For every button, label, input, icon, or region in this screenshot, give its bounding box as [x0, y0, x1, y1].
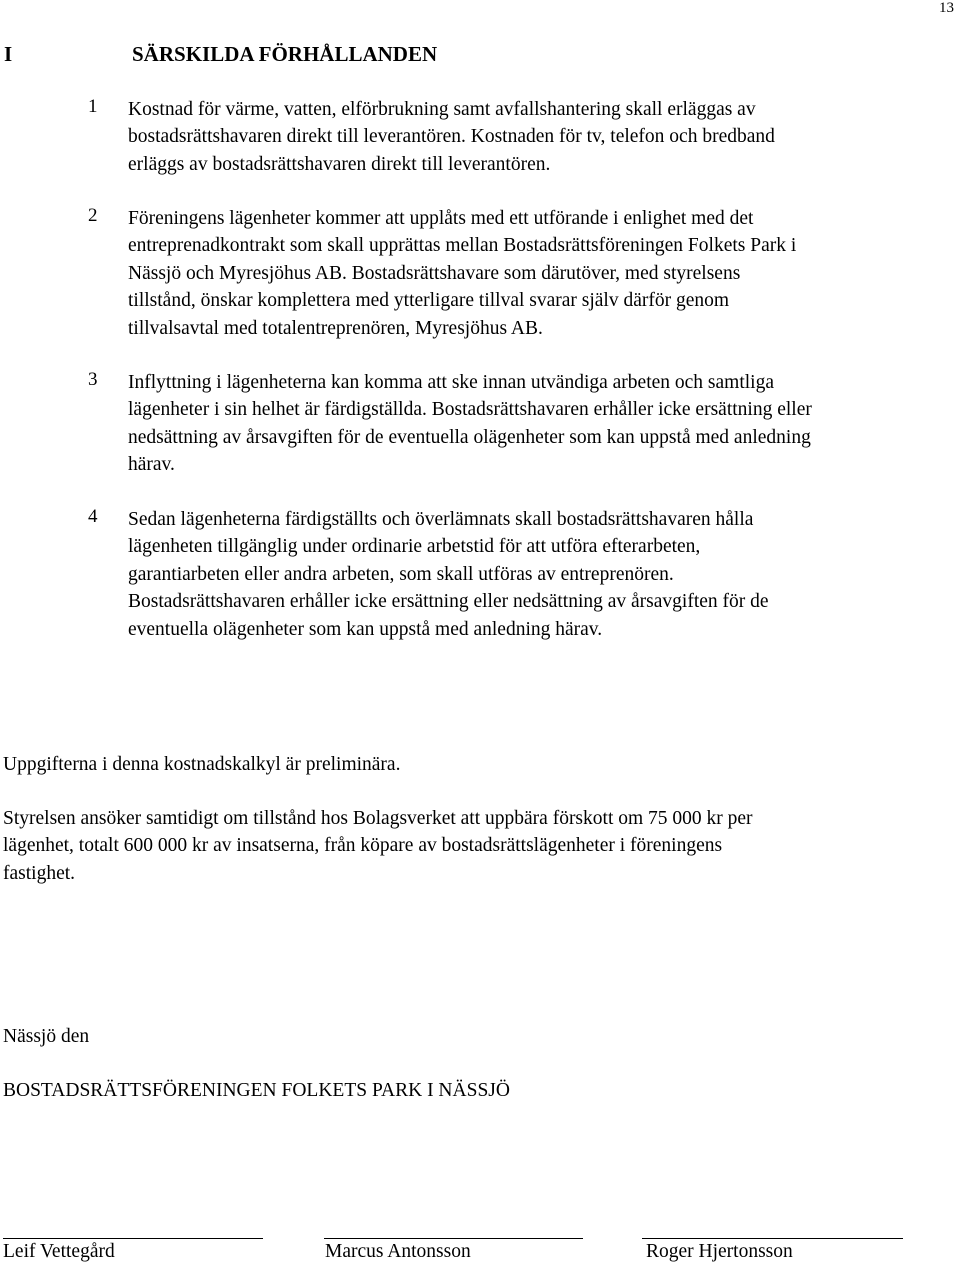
item-2-line: Nässjö och Myresjöhus AB. Bostadsrättshavare som därutöver, med styrelsens [128, 262, 741, 284]
item-3-line: nedsättning av årsavgiften för de eventuella olägenheter som kan uppstå med anledning [128, 426, 811, 448]
signatory-name: Roger Hjertonsson [646, 1241, 793, 1262]
item-2-line: entreprenadkontrakt som skall upprättas mellan Bostadsrättsföreningen Folkets Park i [128, 235, 797, 257]
advance-payment-note [3, 805, 960, 887]
item-4-line: garantiarbeten eller andra arbeten, som skall utföras av entreprenören. [128, 563, 674, 585]
item-2-text [128, 205, 960, 342]
item-4-line: eventuella olägenheter som kan uppstå med anledning härav. [128, 618, 603, 640]
item-3-text [128, 369, 960, 479]
advance-note-line: lägenhet, totalt 600 000 kr av insatserna, från köpare av bostadsrättslägenheter i föreningens [3, 835, 723, 857]
section-title: SÄRSKILDA FÖRHÅLLANDEN [132, 42, 438, 66]
item-4-line: lägenheten tillgänglig under ordinarie arbetstid för att utföra efterarbeten, [128, 536, 701, 558]
association-name: BOSTADSRÄTTSFÖRENINGEN FOLKETS PARK I NÄSSJÖ [3, 1080, 510, 1101]
signature-line [324, 1238, 583, 1239]
preliminary-note: Uppgifterna i denna kostnadskalkyl är preliminära. [3, 754, 401, 775]
signatory-name: Marcus Antonsson [325, 1241, 471, 1262]
signature-line [3, 1238, 263, 1239]
item-1-line: bostadsrättshavaren direkt till leverantören. Kostnaden för tv, telefon och bredband [128, 126, 775, 148]
item-1-text [128, 96, 960, 178]
item-4-line: Bostadsrättshavaren erhåller icke ersättning eller nedsättning av årsavgiften för de [128, 591, 769, 613]
item-3-line: lägenheter i sin helhet är färdigställda. Bostadsrättshavaren erhåller icke ersättning eller [128, 399, 812, 421]
item-2-number: 2 [88, 205, 98, 226]
advance-note-line: Styrelsen ansöker samtidigt om tillstånd hos Bolagsverket att uppbära förskott om 75 000 kr per [3, 808, 753, 829]
page-number: 13 [939, 0, 954, 16]
item-4-number: 4 [88, 506, 98, 527]
item-4-line: Sedan lägenheterna färdigställts och överlämnats skall bostadsrättshavaren hålla [128, 509, 754, 530]
section-number: I [4, 42, 13, 66]
item-2-line: Föreningens lägenheter kommer att upplåts med ett utförande i enlighet med det [128, 208, 754, 229]
signature-line [642, 1238, 903, 1239]
signatory-name: Leif Vettegård [3, 1241, 115, 1262]
item-2-line: tillvalsavtal med totalentreprenören, Myresjöhus AB. [128, 317, 543, 339]
item-3-number: 3 [88, 369, 98, 390]
item-4-text [128, 506, 960, 643]
item-1-line: Kostnad för värme, vatten, elförbrukning samt avfallshantering skall erläggas av [128, 99, 756, 120]
item-3-line: härav. [128, 454, 175, 476]
item-1-line: erläggs av bostadsrättshavaren direkt till leverantören. [128, 153, 551, 175]
place-date: Nässjö den [3, 1026, 90, 1047]
item-3-line: Inflyttning i lägenheterna kan komma att ske innan utvändiga arbeten och samtliga [128, 372, 775, 393]
advance-note-line: fastighet. [3, 862, 76, 884]
item-1-number: 1 [88, 96, 98, 117]
item-2-line: tillstånd, önskar komplettera med ytterligare tillval svarar själv därför genom [128, 290, 730, 312]
